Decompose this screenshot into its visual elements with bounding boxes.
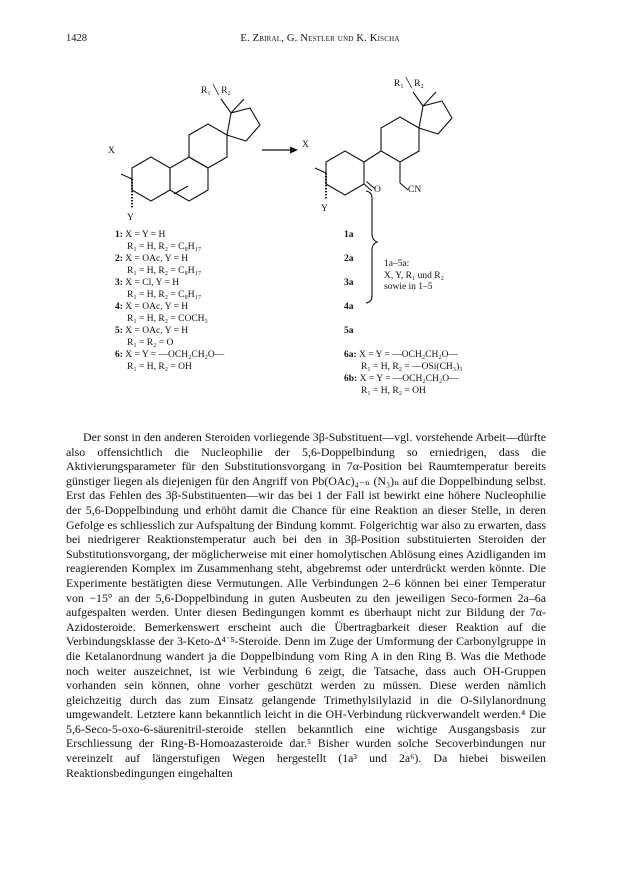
c10-c9-bond [364,151,381,162]
compound-line2: R₁ = H, R₂ = C₈H₁₇ [127,241,202,252]
compound-line1: X = OAc, Y = H [125,302,189,312]
compound-1 [115,230,201,253]
compound-line2: R₁ = H, R₂ = —OSi(CH₃)₃ [361,361,463,372]
compound-line2: R₁ = H, R₂ = C₈H₁₇ [127,289,202,300]
left-steroid-structure [121,99,260,208]
body-text [66,430,546,780]
compound-id: 3: [115,278,123,288]
compound-id: 4a [344,302,354,312]
compound-id-4a [344,302,354,314]
compound-line1: X = Y = H [125,230,166,240]
compound-id: 2: [115,254,123,264]
right-x-label: X [302,140,309,150]
compound-6a [344,350,463,373]
compound-3 [115,278,201,301]
ring-d-product [419,101,452,134]
ring-a-product [326,151,364,195]
bracket-line: X, Y, R₁ und R₂ [384,270,444,281]
x-bond [121,174,132,179]
reaction-arrow [262,147,298,154]
left-y-label: Y [127,213,134,223]
running-head: E. Zbiral, G. Nestler und K. Kischa [240,33,400,44]
left-x-label: X [108,146,115,156]
bracket-note [384,259,444,294]
left-r1r2-label: R₁ ╲ R₂ [201,86,231,96]
page-number: 1428 [66,33,87,44]
compound-6b [344,374,459,397]
compound-id-5a [344,326,354,338]
compound-id: 4: [115,302,123,312]
compound-line1: X = OAc, Y = H [125,326,189,336]
compound-id: 5a [344,326,354,336]
compound-id: 6a: [344,350,357,360]
compound-id: 3a [344,278,354,288]
compound-id: 1a [344,230,354,240]
body-paragraph: Der sonst in den anderen Steroiden vorliegende 3β-Substituent—vgl. vorstehende Arbeit—dürfte also offensichtlich die Nucleophilie der 5,6-Doppelbindung so erniedrigen, dass die Aktivierungsparameter für den Substitutionsvorgang in 7α-Position bei Raumtemperatur bereits günstiger liegen als diejenigen für den Angriff von Pb(OAc)₄₋ₙ (N₃)ₙ auf die Doppelbindung selbst. Erst das Fehlen des 3β-Substituenten—wir das bei 1 der Fall ist bewirkt eine höhere Nucleophilie der 5,6-Doppelbindung und erhöht damit die Chance für eine Reaktion an dieser Stelle, in deren Gefolge es schliesslich zur Aufspaltung der Bindung kommt. Folgerichtig war also zu erwarten, dass bei niedrigerer Reaktionstemperatur auch bei den in 3β-Position substituierten Steroiden der Substitutionsvorgang, der möglicherweise mit einer homolytischen Ablösung eines Azidliganden im reagierenden Komplex im Zusammenhang steht, abgebremst oder unterdrückt werden könnte. Die Experimente bestätigten diese Vermutungen. Alle Verbindungen 2–6 können bei einer Temperatur von −15° an der 5,6-Doppelbindung in guten Ausbeuten zu den jeweiligen Seco-formen 2a–6a aufgespalten werden. Unter diesen Bedingungen kommt es überhaupt nicht zur Bildung der 7α-Azidosteroide. Bemerkenswert erscheint auch die Übertragbarkeit dieser Reaktion auf die Verbindungsklasse der 3-Keto-Δ⁴˙⁵-Steroide. Denn im Zuge der Umformung der Carbonylgruppe in die Ketalanordnung wandert ja die Doppelbindung vom Ring A in den Ring B. Was die Methode noch weiter auszeichnet, ist wie Verbindung 6 zeigt, die Tatsache, dass auch OH-Gruppen vorhanden sein können, ohne vorher geschützt werden zu müssen. Diese werden nämlich gleichzeitig durch das zum Einsatz gelangende Trimethylsilylazid in die O-Silylanordnung umgewandelt. Letztere kann bekanntlich leicht in die OH-Verbindung rückverwandelt werden.⁴ Die 5,6-Seco-5-oxo-6-säurenitril-steroide stellen bekanntlich eine wichtige Ausgangsbasis zur Erschliessung der Ring-B-Homoazasteroide dar.⁵ Bisher wurden solche Secoverbindungen nur vereinzelt auf längerstufigen Wegen hergestellt (1a³ und 2a⁶). Da hiebei bisweilen Reaktionsbedingungen eingehalten [66,430,546,780]
compound-id: 6b: [344,374,358,384]
r1-bond-product [413,92,423,106]
compound-id: 6: [115,350,123,360]
compound-2 [115,254,201,277]
compound-line2: R₁ = H, R₂ = OH [127,361,192,372]
bracket-line: 1a–5a: [384,259,410,269]
x-bond-product [315,168,326,173]
compound-id: 1: [115,230,123,240]
ring-c [189,124,227,168]
ring-d [227,108,260,141]
compound-line1: X = Y = —OCH₂CH₂O— [125,350,225,360]
compound-line2: R₁ = H, R₂ = OH [361,385,426,396]
compound-line2: R₁ = R₂ = O [127,337,174,348]
ring-c-product [381,117,419,162]
double-bond-line [174,186,188,194]
ring-a [132,157,170,201]
compound-line1: X = Y = —OCH₂CH₂O— [359,374,459,384]
r1-bond [221,99,231,113]
right-r1r2-label: R₁ ╲ R₂ [394,79,424,89]
ring-b [170,157,208,201]
compound-line2: R₁ = H, R₂ = C₈H₁₇ [127,265,202,276]
compound-4 [115,302,208,325]
compound-line2: R₁ = H, R₂ = COCH₃ [127,313,208,324]
right-o-label: O [374,185,381,195]
compound-5 [115,326,188,349]
compound-id-2a [344,254,354,266]
right-y-label: Y [321,204,328,214]
cn-chain-2 [400,183,408,190]
compound-id: 5: [115,326,123,336]
compound-6 [115,350,224,373]
reaction-scheme [0,0,624,380]
compound-line1: X = OAc, Y = H [125,254,189,264]
compound-line1: X = Cl, Y = H [125,278,180,288]
compound-bracket [366,191,377,303]
compound-id-1a [344,230,354,242]
right-cn-label: CN [408,185,422,195]
compound-line1: X = Y = —OCH₂CH₂O— [359,350,459,360]
compound-id-3a [344,278,354,290]
bracket-line: sowie in 1–5 [384,282,433,293]
compound-id: 2a [344,254,354,264]
